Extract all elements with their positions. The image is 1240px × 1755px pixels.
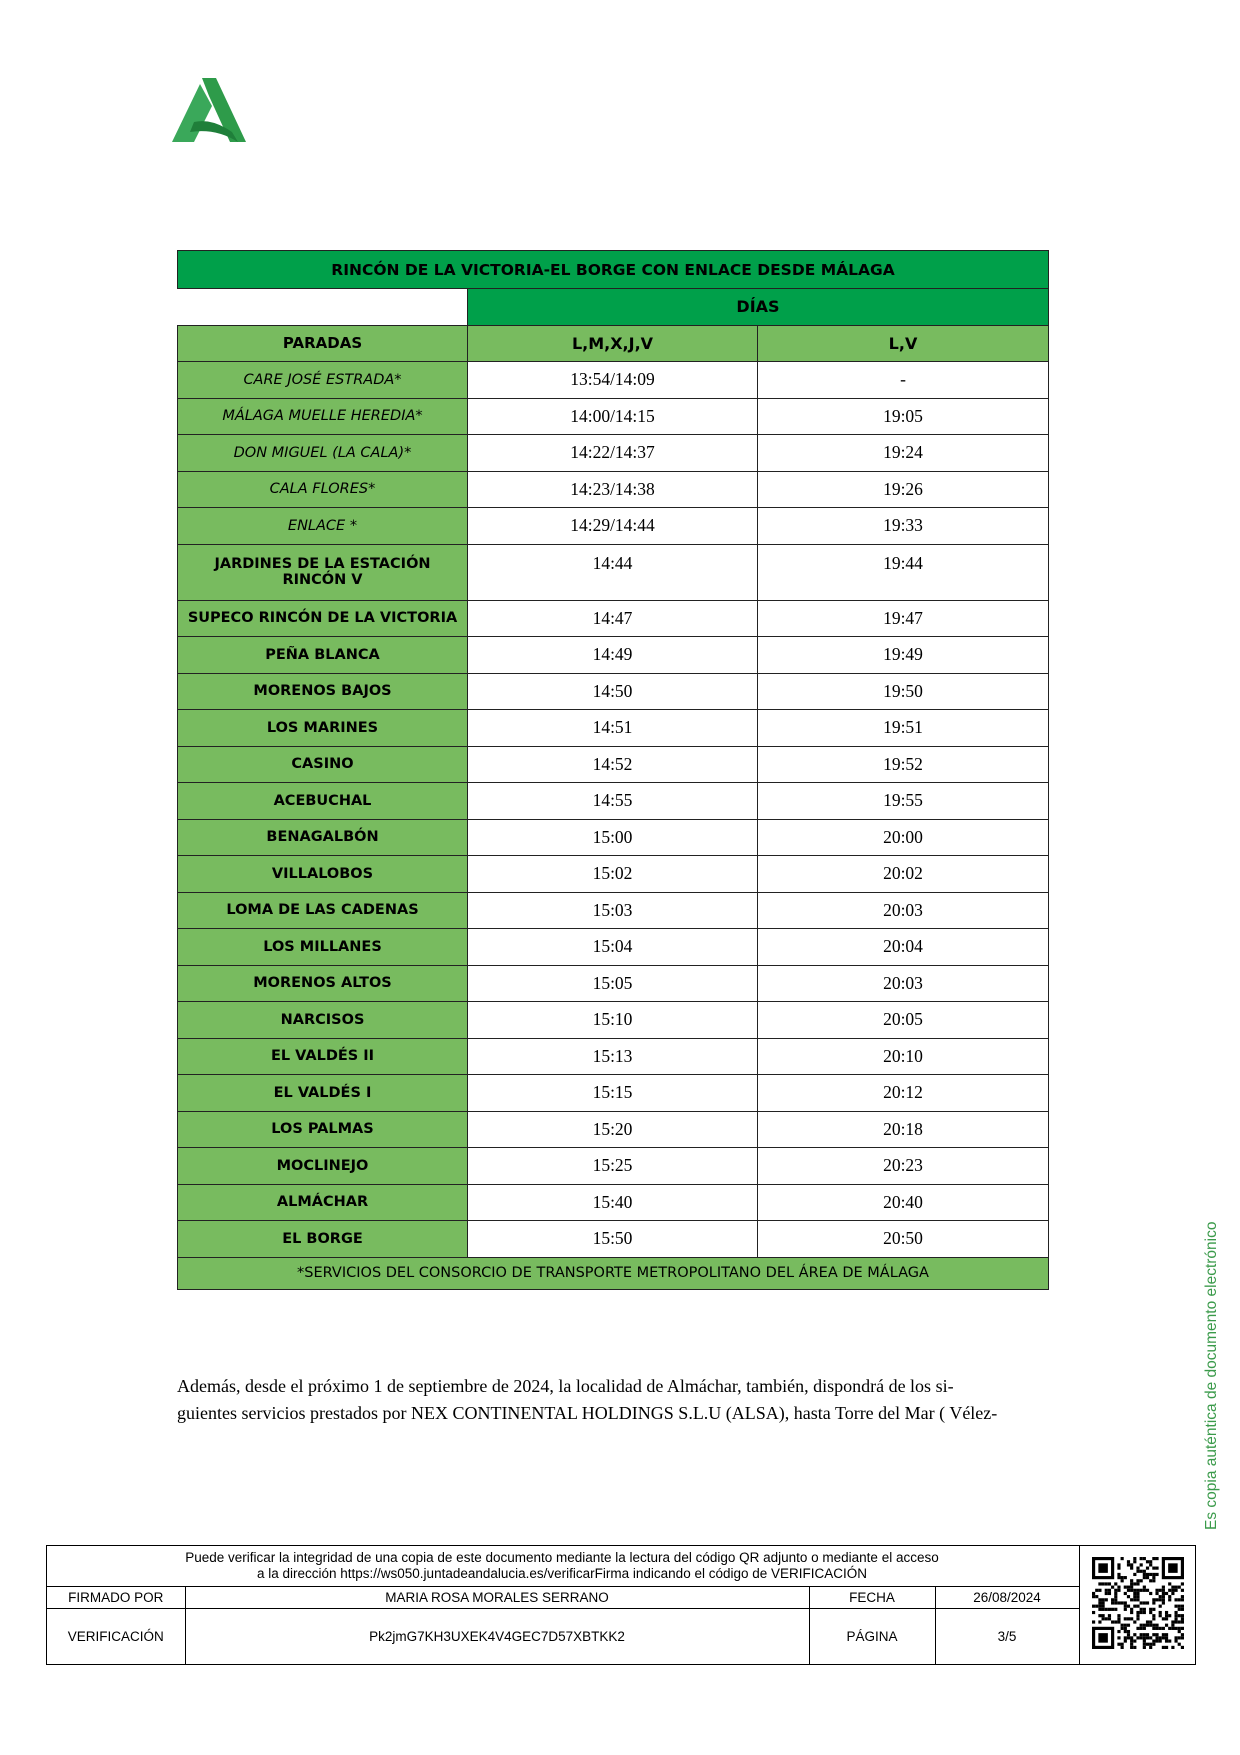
paragraph-line: guientes servicios prestados por NEX CONTINENTAL HOLDINGS S.L.U (ALSA), hasta Torre del Mar ( Vélez- (177, 1403, 998, 1423)
departure-time-mon-fri: 19:50 (758, 673, 1049, 710)
departure-time-mon-fri: 20:02 (758, 856, 1049, 893)
signed-by-value: MARIA ROSA MORALES SERRANO (185, 1587, 809, 1609)
departure-time-mon-fri: 20:40 (758, 1184, 1049, 1221)
departure-time-weekdays: 15:03 (468, 892, 758, 929)
departure-time-mon-fri: 20:03 (758, 965, 1049, 1002)
verification-line: a la dirección https://ws050.juntadeandalucia.es/verificarFirma indicando el código de VERIFICACIÓN (256, 1566, 868, 1581)
departure-time-weekdays: 14:52 (468, 746, 758, 783)
departure-time-weekdays: 15:50 (468, 1221, 758, 1258)
verification-label: VERIFICACIÓN (47, 1609, 185, 1664)
table-row (178, 362, 1049, 399)
table-row (178, 544, 1049, 600)
paragraph-line: Además, desde el próximo 1 de septiembre de 2024, la localidad de Almáchar, también, dispondrá de los si- (177, 1376, 954, 1396)
departure-time-mon-fri: 19:24 (758, 435, 1049, 472)
departure-time-mon-fri: 20:04 (758, 929, 1049, 966)
departure-time-weekdays: 14:44 (468, 544, 758, 600)
departure-time-mon-fri: 20:23 (758, 1148, 1049, 1185)
departure-time-mon-fri: 19:52 (758, 746, 1049, 783)
stop-name: MOCLINEJO (178, 1148, 468, 1185)
stop-name: DON MIGUEL (LA CALA)* (178, 435, 468, 472)
stop-name: CARE JOSÉ ESTRADA* (178, 362, 468, 399)
days-header: DÍAS (468, 289, 1049, 326)
table-row (178, 508, 1049, 545)
table-row (178, 398, 1049, 435)
table-row (178, 819, 1049, 856)
departure-time-weekdays: 15:10 (468, 1002, 758, 1039)
table-row (178, 783, 1049, 820)
weekday-header-1: L,M,X,J,V (468, 325, 758, 362)
footer-divider (1079, 1546, 1080, 1664)
departure-time-weekdays: 15:25 (468, 1148, 758, 1185)
table-row (178, 600, 1049, 637)
stop-name: MORENOS BAJOS (178, 673, 468, 710)
departure-time-mon-fri: 20:00 (758, 819, 1049, 856)
departure-time-mon-fri: 19:49 (758, 637, 1049, 674)
stop-name: CASINO (178, 746, 468, 783)
departure-time-mon-fri: 19:05 (758, 398, 1049, 435)
qr-code-icon[interactable] (1092, 1557, 1184, 1649)
table-row (178, 856, 1049, 893)
table-row (178, 710, 1049, 747)
schedule-table (177, 250, 1049, 1290)
departure-time-mon-fri: 20:12 (758, 1075, 1049, 1112)
stop-name: PEÑA BLANCA (178, 637, 468, 674)
verification-line: Puede verificar la integridad de una copia de este documento mediante la lectura del código QR adjunto o mediante el acceso (185, 1550, 939, 1565)
table-row (178, 929, 1049, 966)
departure-time-weekdays: 15:00 (468, 819, 758, 856)
departure-time-weekdays: 15:04 (468, 929, 758, 966)
stop-name: ALMÁCHAR (178, 1184, 468, 1221)
departure-time-mon-fri: 20:05 (758, 1002, 1049, 1039)
date-value: 26/08/2024 (935, 1587, 1079, 1609)
departure-time-weekdays: 14:47 (468, 600, 758, 637)
table-row (178, 1184, 1049, 1221)
stop-name: BENAGALBÓN (178, 819, 468, 856)
departure-time-weekdays: 15:15 (468, 1075, 758, 1112)
departure-time-weekdays: 14:22/14:37 (468, 435, 758, 472)
stop-name: LOS MARINES (178, 710, 468, 747)
departure-time-weekdays: 15:40 (468, 1184, 758, 1221)
verification-instructions (47, 1550, 1077, 1582)
table-row (178, 1148, 1049, 1185)
stop-name: SUPECO RINCÓN DE LA VICTORIA (178, 600, 468, 637)
blank-cell (178, 289, 468, 326)
table-row (178, 1038, 1049, 1075)
departure-time-weekdays: 14:00/14:15 (468, 398, 758, 435)
stop-name: MÁLAGA MUELLE HEREDIA* (178, 398, 468, 435)
stop-name: ENLACE * (178, 508, 468, 545)
stop-name: MORENOS ALTOS (178, 965, 468, 1002)
table-row (178, 471, 1049, 508)
stops-header: PARADAS (178, 325, 468, 362)
departure-time-weekdays: 14:50 (468, 673, 758, 710)
departure-time-mon-fri: 20:18 (758, 1111, 1049, 1148)
stop-name: LOS PALMAS (178, 1111, 468, 1148)
weekday-header-2: L,V (758, 325, 1049, 362)
authentic-copy-side-text: Es copia auténtica de documento electrónico (1203, 1221, 1220, 1530)
stop-name: CALA FLORES* (178, 471, 468, 508)
departure-time-mon-fri: 19:47 (758, 600, 1049, 637)
departure-time-mon-fri: 20:50 (758, 1221, 1049, 1258)
stop-name: JARDINES DE LA ESTACIÓN RINCÓN V (178, 544, 468, 600)
table-row (178, 435, 1049, 472)
departure-time-mon-fri: 19:44 (758, 544, 1049, 600)
stop-name: LOS MILLANES (178, 929, 468, 966)
table-row (178, 1221, 1049, 1258)
verification-footer (46, 1545, 1196, 1665)
departure-time-weekdays: 15:02 (468, 856, 758, 893)
departure-time-mon-fri: 20:03 (758, 892, 1049, 929)
stop-name: NARCISOS (178, 1002, 468, 1039)
departure-time-mon-fri: 19:51 (758, 710, 1049, 747)
table-row (178, 892, 1049, 929)
signed-by-label: FIRMADO POR (47, 1587, 185, 1609)
verification-code: Pk2jmG7KH3UXEK4V4GEC7D57XBTKK2 (185, 1609, 809, 1664)
departure-time-weekdays: 13:54/14:09 (468, 362, 758, 399)
departure-time-weekdays: 14:23/14:38 (468, 471, 758, 508)
table-row (178, 637, 1049, 674)
table-row (178, 1002, 1049, 1039)
date-label: FECHA (809, 1587, 935, 1609)
stop-name: EL BORGE (178, 1221, 468, 1258)
table-row (178, 746, 1049, 783)
departure-time-mon-fri: 19:33 (758, 508, 1049, 545)
departure-time-weekdays: 15:20 (468, 1111, 758, 1148)
departure-time-weekdays: 15:05 (468, 965, 758, 1002)
departure-time-weekdays: 14:49 (468, 637, 758, 674)
page-value: 3/5 (935, 1609, 1079, 1664)
junta-de-andalucia-logo (172, 76, 246, 142)
table-row (178, 1111, 1049, 1148)
table-row (178, 965, 1049, 1002)
page-label: PÁGINA (809, 1609, 935, 1664)
table-note-row (178, 1257, 1049, 1289)
departure-time-weekdays: 14:29/14:44 (468, 508, 758, 545)
table-title: RINCÓN DE LA VICTORIA-EL BORGE CON ENLACE DESDE MÁLAGA (178, 251, 1049, 289)
stop-name: EL VALDÉS II (178, 1038, 468, 1075)
stop-name: EL VALDÉS I (178, 1075, 468, 1112)
departure-time-weekdays: 14:51 (468, 710, 758, 747)
departure-time-mon-fri: 19:26 (758, 471, 1049, 508)
departure-time-mon-fri: 20:10 (758, 1038, 1049, 1075)
signature-grid (47, 1586, 1080, 1664)
table-note: *SERVICIOS DEL CONSORCIO DE TRANSPORTE METROPOLITANO DEL ÁREA DE MÁLAGA (178, 1257, 1049, 1289)
departure-time-mon-fri: 19:55 (758, 783, 1049, 820)
departure-time-weekdays: 14:55 (468, 783, 758, 820)
body-paragraph (177, 1373, 1048, 1427)
stop-name: ACEBUCHAL (178, 783, 468, 820)
table-row (178, 673, 1049, 710)
stop-name: LOMA DE LAS CADENAS (178, 892, 468, 929)
departure-time-mon-fri: - (758, 362, 1049, 399)
stop-name: VILLALOBOS (178, 856, 468, 893)
table-row (178, 1075, 1049, 1112)
departure-time-weekdays: 15:13 (468, 1038, 758, 1075)
